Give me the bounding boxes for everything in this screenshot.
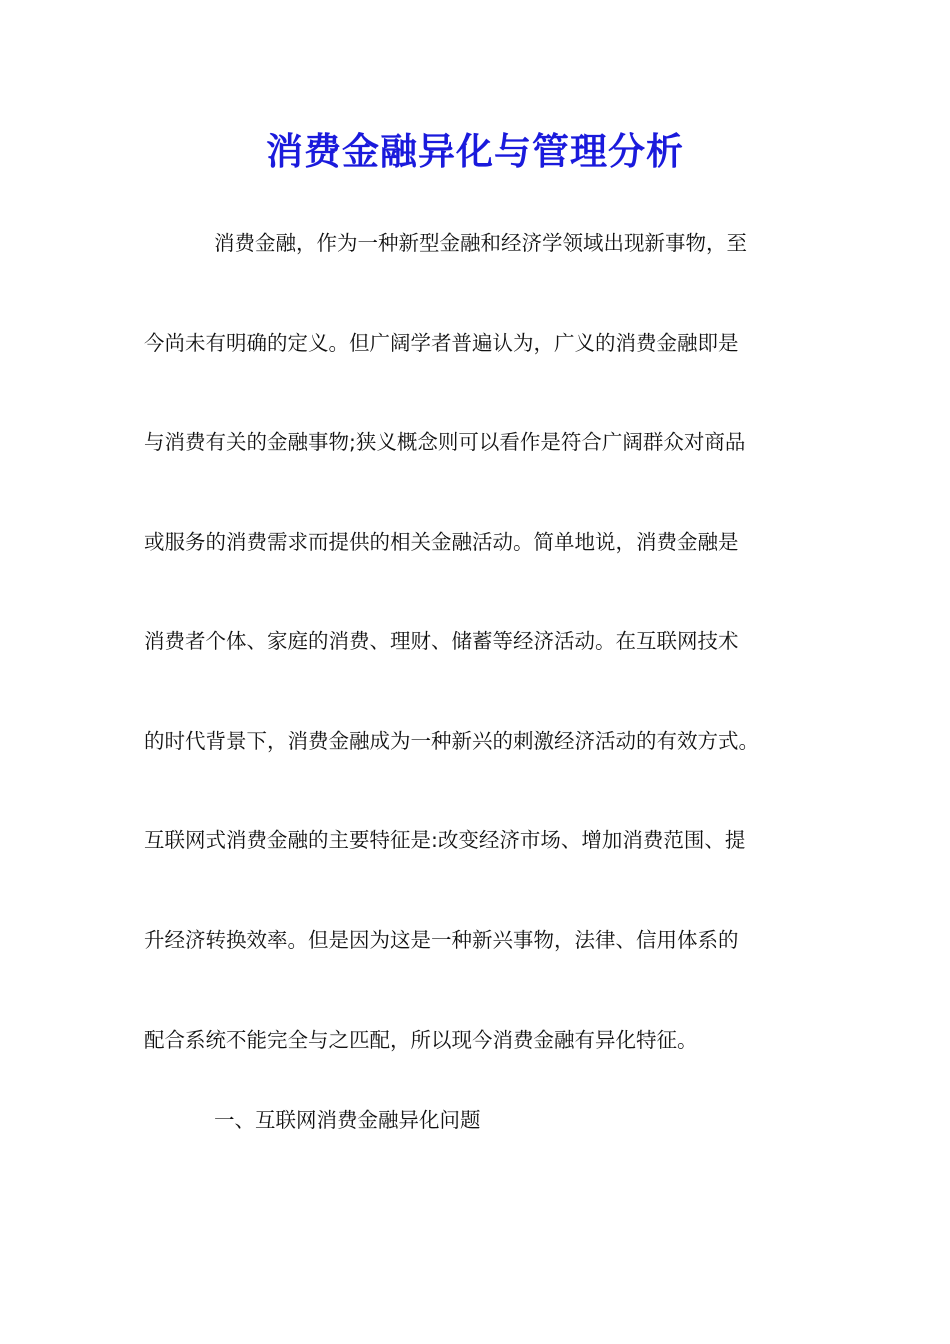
section-heading: 一、互联网消费金融异化问题 (214, 1108, 481, 1132)
paragraph-line: 或服务的消费需求而提供的相关金融活动。简单地说，消费金融是 (144, 530, 739, 554)
paragraph-line: 升经济转换效率。但是因为这是一种新兴事物，法律、信用体系的 (144, 928, 739, 952)
paragraph-line: 与消费有关的金融事物;狭义概念则可以看作是符合广阔群众对商品 (144, 430, 746, 454)
paragraph-line: 的时代背景下，消费金融成为一种新兴的刺激经济活动的有效方式。 (144, 729, 759, 753)
paragraph-line: 互联网式消费金融的主要特征是:改变经济市场、增加消费范围、提 (144, 828, 746, 852)
paragraph-line: 消费者个体、家庭的消费、理财、储蓄等经济活动。在互联网技术 (144, 629, 739, 653)
paragraph-line: 消费金融，作为一种新型金融和经济学领域出现新事物，至 (214, 231, 747, 255)
document-title: 消费金融异化与管理分析 (266, 129, 684, 173)
paragraph-line: 今尚未有明确的定义。但广阔学者普遍认为，广义的消费金融即是 (144, 331, 739, 355)
paragraph-line: 配合系统不能完全与之匹配，所以现今消费金融有异化特征。 (144, 1028, 698, 1052)
